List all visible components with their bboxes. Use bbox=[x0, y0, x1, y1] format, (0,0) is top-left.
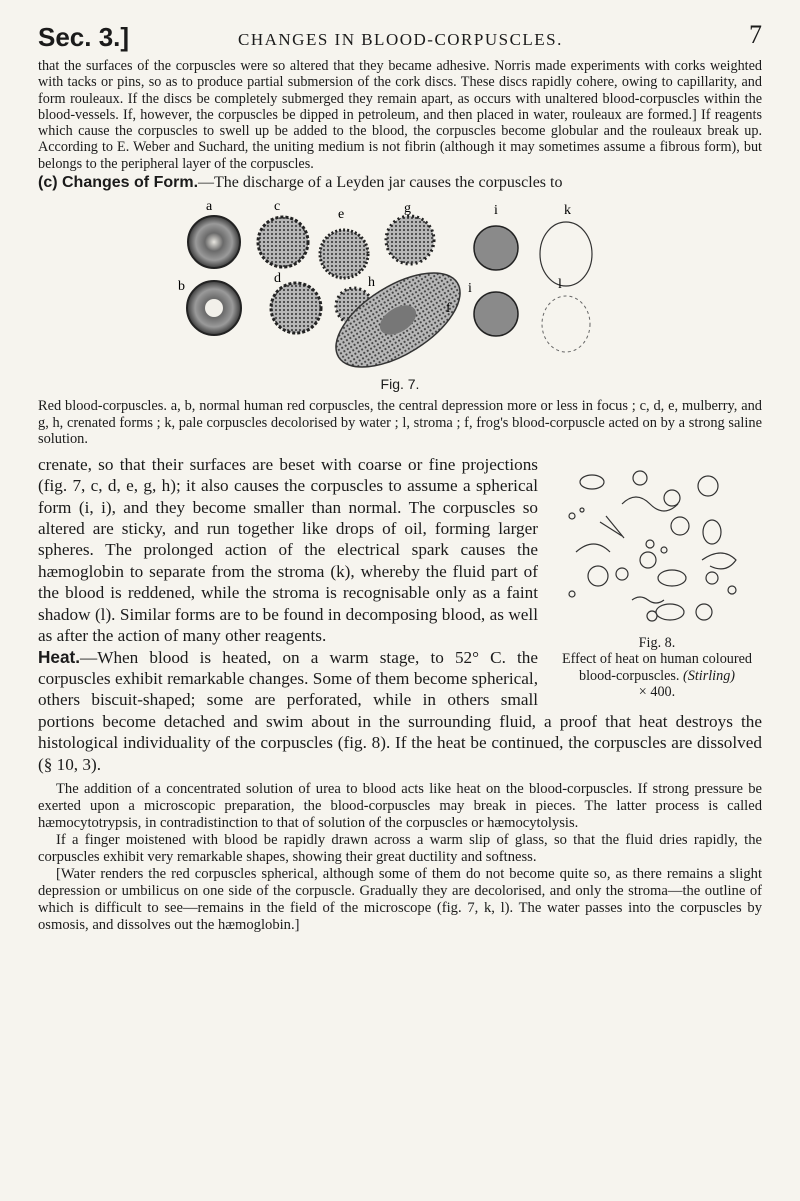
corpuscle-g bbox=[386, 216, 434, 264]
pale-corpuscle-k bbox=[540, 222, 592, 286]
page-number: 7 bbox=[749, 20, 762, 49]
fig7-letter-i-lower: i bbox=[468, 281, 472, 297]
running-title: CHANGES IN BLOOD-CORPUSCLES. bbox=[238, 30, 563, 49]
fig7-letter-c: c bbox=[274, 199, 281, 215]
section-c-paragraph bbox=[38, 173, 762, 192]
fig7-letter-i-upper: i bbox=[494, 203, 498, 219]
fig7-letter-g: g bbox=[404, 201, 411, 217]
note-water: [Water renders the red corpuscles spherical, although some of them do not become quite so, as there remains a slight depression or umbilicus on one side of the corpuscle. Gradually they are decolorised, and only the stroma—the outline of which is difficult to see—remains in the field of the microscope (fig. 7, k, l). The water passes into the corpuscles by osmosis, and dissolves out the hæmoglobin.] bbox=[38, 865, 762, 933]
section-number: Sec. 3.] bbox=[38, 22, 130, 52]
figure-8-caption-text: Effect of heat on human coloured blood-corpuscles. bbox=[561, 651, 752, 684]
fig7-letter-l: l bbox=[558, 277, 562, 293]
fig7-letter-e: e bbox=[338, 207, 345, 223]
figure-8-caption bbox=[552, 651, 762, 684]
body-paragraph-1: crenate, so that their surfaces are beset with coarse or fine projections (fig. 7, c, d, e, g, h); it also causes the corpuscles to assume a spherical form (i, i), and they become smaller than normal. The corpuscles so altered are sticky, and run together like drops of oil, forming larger spheres. The prolonged action of the electrical spark causes the hæmoglobin to separate from the stroma (k), whereby the fluid part of the blood is reddened, while the stroma is recognisable only as a faint shadow (l). Similar forms are to be found in decomposing blood, as well as after the action of many other reagents. bbox=[38, 454, 538, 646]
figure-8-magnification: × 400. bbox=[638, 684, 676, 701]
sphere-i-2 bbox=[474, 292, 518, 336]
figure-7-label: Fig. 7. bbox=[380, 376, 420, 393]
corpuscle-a bbox=[188, 216, 240, 268]
fig7-letter-f: f bbox=[446, 301, 451, 317]
book-page bbox=[38, 18, 762, 934]
heat-heading: Heat. bbox=[38, 646, 81, 667]
figure-7-drawing bbox=[38, 196, 762, 372]
figure-7-caption: Red blood-corpuscles. a, b, normal human red corpuscles, the central depression more or less in focus ; c, d, e, mulberry, and g, h, crenated forms ; k, pale corpuscles decolorised by water ; l, stroma ; f, frog's blood-corpuscle acted on by a strong saline solution. bbox=[38, 398, 762, 448]
page-header bbox=[38, 18, 762, 58]
figure-8-label: Fig. 8. bbox=[638, 634, 676, 651]
figure-8-drawing bbox=[552, 460, 762, 630]
fig7-letter-d: d bbox=[274, 271, 281, 287]
corpuscle-d bbox=[271, 283, 321, 333]
corpuscle-c bbox=[258, 217, 308, 267]
corpuscle-e bbox=[320, 230, 368, 278]
heat-text: —When blood is heated, on a warm stage, to 52° C. the corpuscles exhibit remarkable changes. Some of them become spherical, others biscuit-shaped; some are perforated, while in others small portions become detached and swim about in the surrounding fluid, a proof that heat destroys the histological individuality of the corpuscles (fig. 8). If the heat be continued, the corpuscles are dissolved (§ 10, 3). bbox=[38, 647, 762, 774]
top-paragraph: that the surfaces of the corpuscles were so altered that they became adhesive. Norris made experiments with corks weighted with tacks or pins, so as to produce partial submersion of the cork discs. These discs rapidly cohere, owing to capillarity, and form rouleaux. If the discs be completely submerged they remain apart, as occurs with unaltered blood-corpuscles within the blood-vessels. If, however, the corpuscles be dipped in petroleum, and then placed in water, rouleaux are formed.] If reagents which cause the corpuscles to swell up be added to the blood, the corpuscles become globular and the rouleaux break up. According to E. Weber and Suchard, the uniting medium is not fibrin (although it may sometimes assume a fibrous form), but belongs to the peripheral layer of the corpuscles. bbox=[38, 58, 762, 172]
fig7-letter-b: b bbox=[178, 279, 185, 295]
fig7-letter-k: k bbox=[564, 203, 571, 219]
stroma-l bbox=[542, 296, 590, 352]
corpuscle-b-depression bbox=[205, 299, 223, 317]
fig7-letter-a: a bbox=[206, 199, 213, 215]
figure-8 bbox=[552, 460, 762, 701]
note-urea: The addition of a concentrated solution of urea to blood acts like heat on the blood-corpuscles. If strong pressure be exerted upon a microscopic preparation, the blood-corpuscles may break in pieces. The latter process is called hæmocytotrypsis, in contradistinction to that of solution of the corpuscles or hæmocytolysis. bbox=[38, 780, 762, 831]
figure-7 bbox=[38, 196, 762, 372]
note-finger: If a finger moistened with blood be rapidly drawn across a warm slip of glass, so that the fluid dries rapidly, the corpuscles exhibit very remarkable shapes, showing their great ductility and softness. bbox=[38, 831, 762, 865]
fig7-letter-h: h bbox=[368, 275, 375, 291]
figure-8-author: (Stirling) bbox=[683, 667, 736, 684]
section-c-text: —The discharge of a Leyden jar causes the corpuscles to bbox=[198, 174, 563, 192]
section-c-heading: (c) Changes of Form. bbox=[38, 174, 199, 192]
sphere-i-1 bbox=[474, 226, 518, 270]
